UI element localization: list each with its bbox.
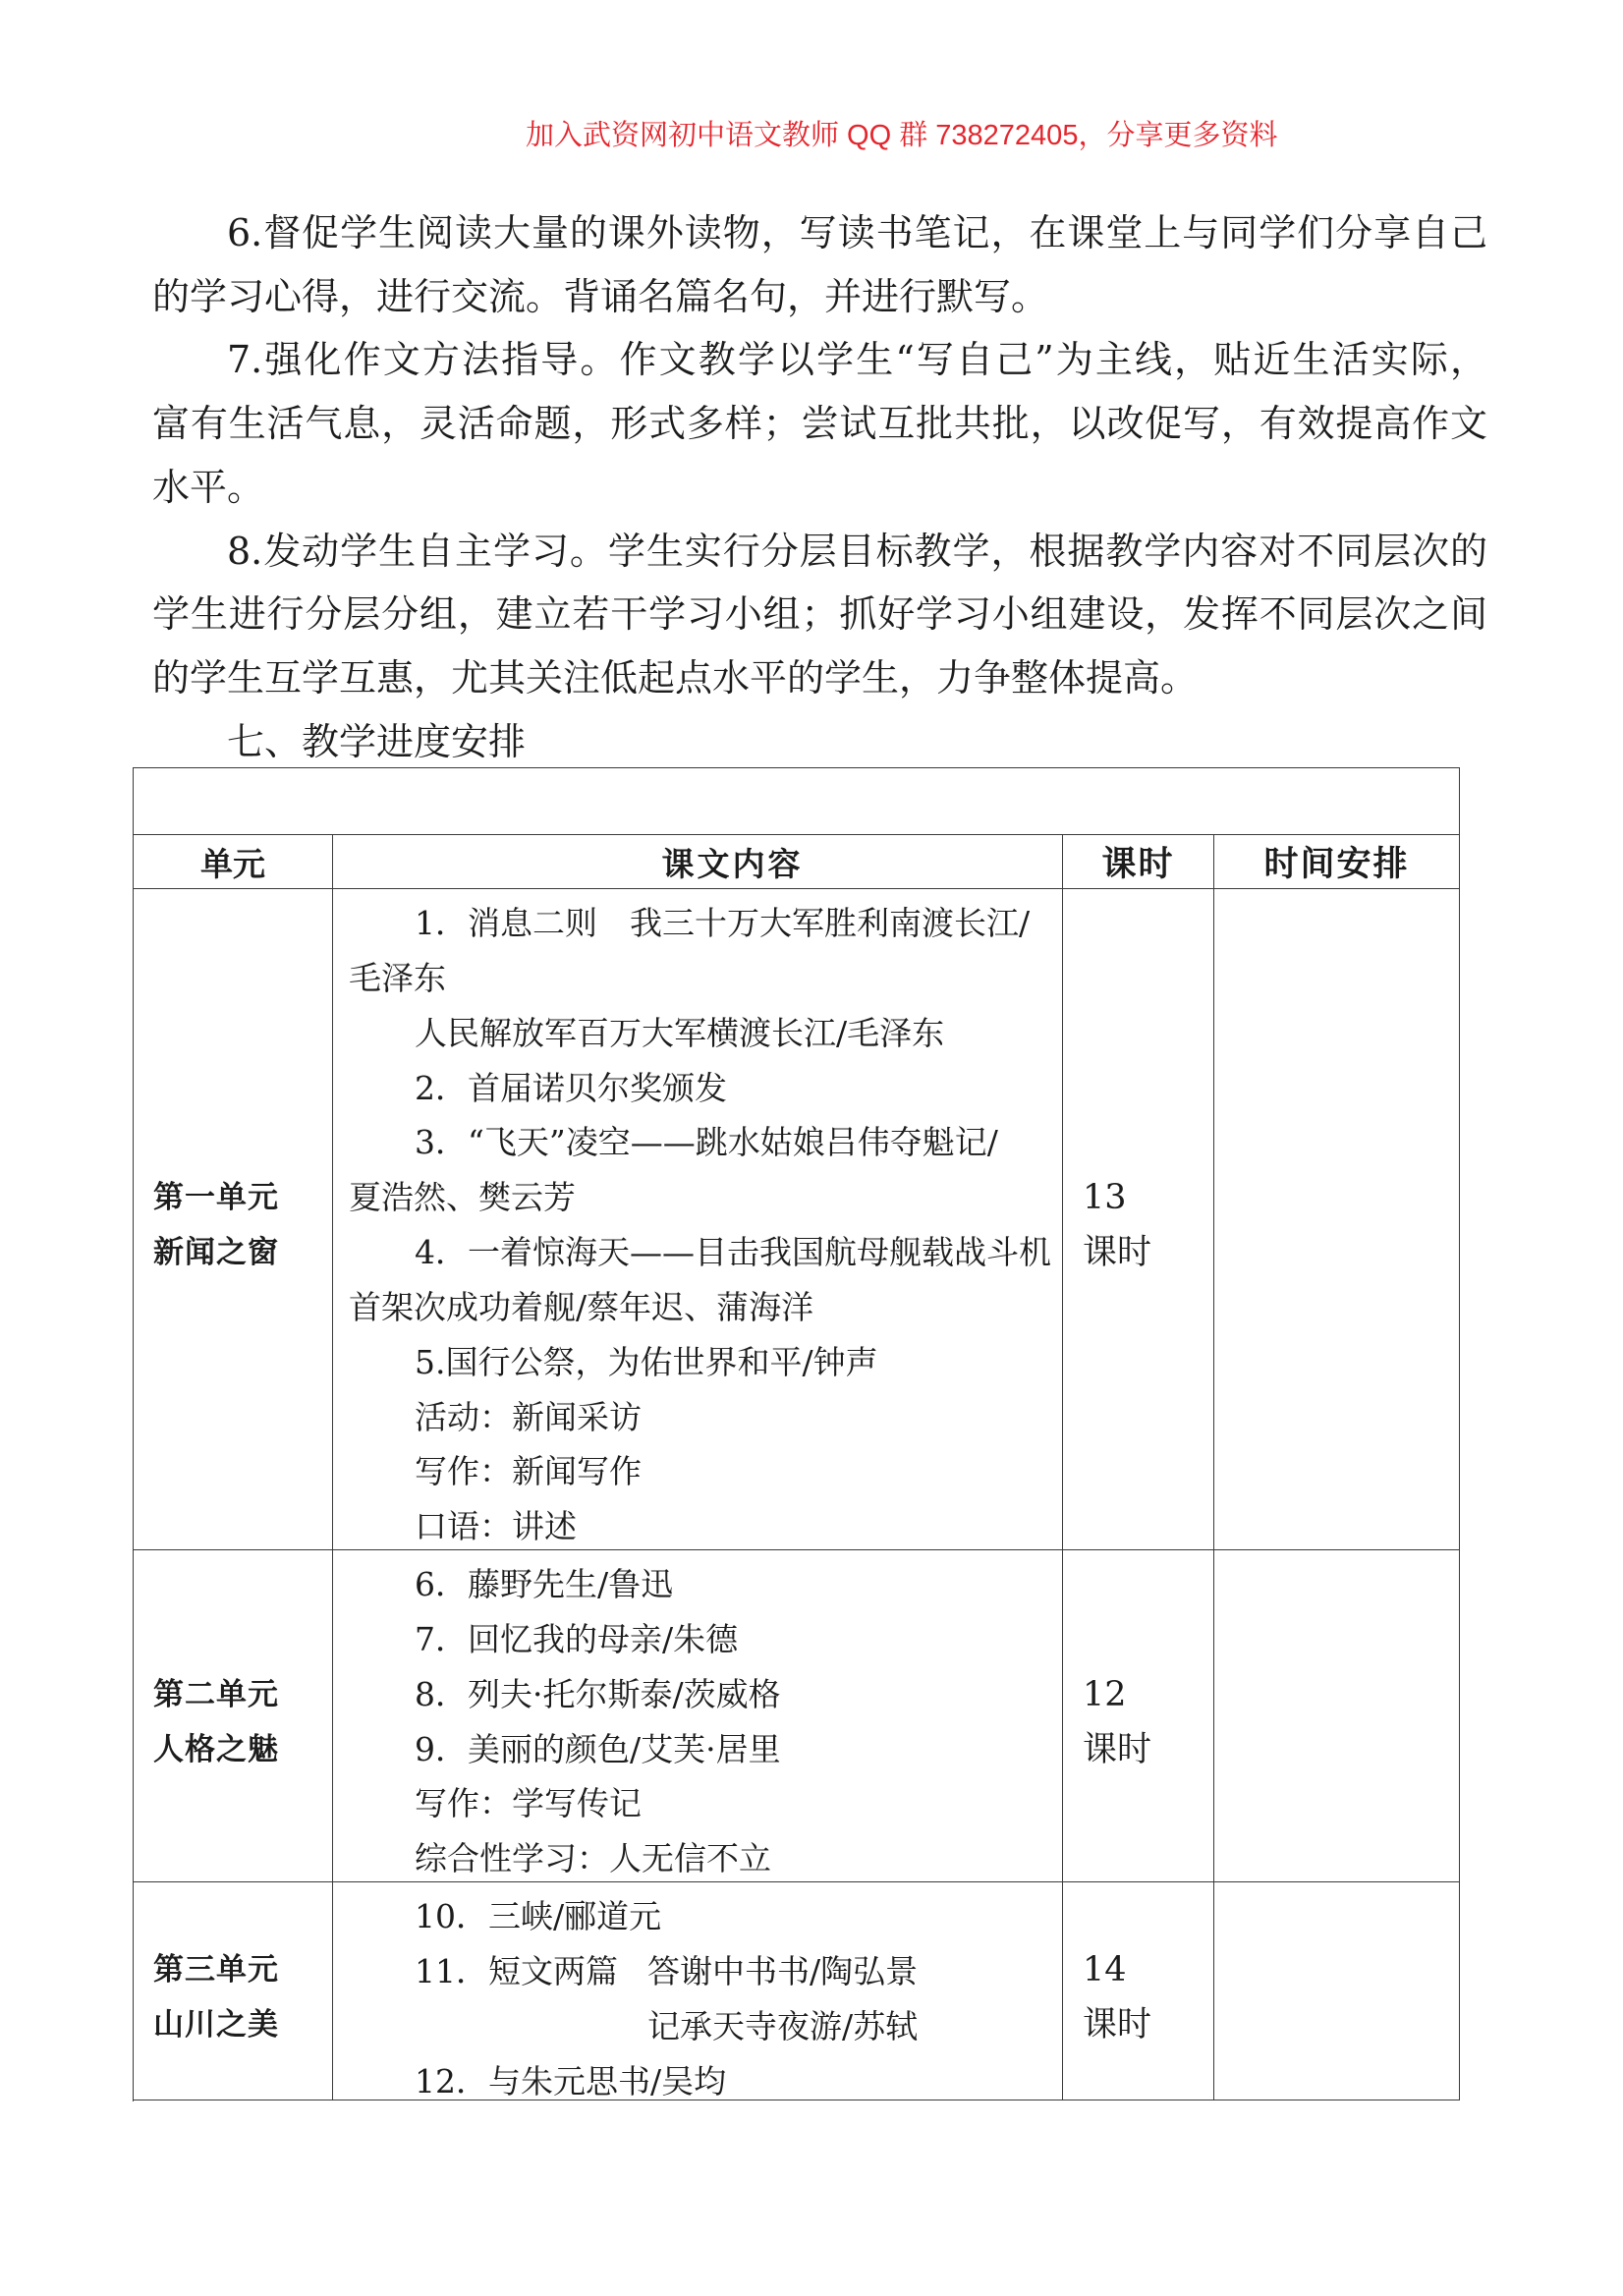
header-time-label: 时间安排 xyxy=(1263,844,1410,884)
lesson-line: 人民解放军百万大军横渡长江/毛泽东 xyxy=(415,1013,945,1052)
unit-label: 第一单元 xyxy=(153,1180,279,1215)
lesson-item xyxy=(349,1006,1062,1061)
watermark-note: 加入武资网初中语文教师 QQ 群 738272405，分享更多资料 xyxy=(526,120,1278,151)
header-hours-label: 课时 xyxy=(1101,844,1175,884)
paragraph-line: 的学习心得，进行交流。背诵名篇名句，并进行默写。 xyxy=(152,274,1049,318)
paragraph-line: 6.督促学生阅读大量的课外读物，写读书笔记，在课堂上与同学们分享自己 xyxy=(227,211,1487,254)
paragraph xyxy=(152,328,1487,519)
class-hours: 13 xyxy=(1083,1178,1127,1217)
lesson-content-cell xyxy=(333,1550,1063,1882)
lesson-line: 10．三峡/郦道元 xyxy=(415,1897,662,1935)
lesson-item xyxy=(349,1776,1062,1831)
lesson-line: 写作：新闻写作 xyxy=(415,1452,642,1491)
paragraph xyxy=(152,520,1487,710)
class-hours: 12 xyxy=(1083,1674,1127,1714)
lesson-line: 毛泽东 xyxy=(349,958,446,997)
header-cell-unit xyxy=(134,835,333,889)
lesson-item xyxy=(349,1444,1062,1499)
header-cell-content xyxy=(333,835,1063,889)
lesson-line: 3．“飞天”凌空——跳水姑娘吕伟夺魁记/ xyxy=(415,1123,998,1162)
paragraph-line: 的学生互学互惠，尤其关注低起点水平的学生，力争整体提高。 xyxy=(152,655,1199,700)
lesson-line: 8．列夫·托尔斯泰/茨威格 xyxy=(415,1674,781,1713)
lesson-line: 6．藤野先生/鲁迅 xyxy=(415,1565,674,1603)
header-content-label: 课文内容 xyxy=(661,844,804,883)
unit-cell xyxy=(134,1882,333,2100)
lesson-content-cell xyxy=(333,1882,1063,2100)
header-cell-hours xyxy=(1063,835,1214,889)
paragraph xyxy=(152,201,1487,328)
time-cell xyxy=(1214,1882,1460,2100)
lesson-line: 首架次成功着舰/蔡年迟、蒲海洋 xyxy=(349,1287,814,1326)
paragraph-line: 7.强化作文方法指导。作文教学以学生“写自己”为主线，贴近生活实际， xyxy=(227,338,1487,382)
schedule-table xyxy=(133,767,1460,2101)
unit-label: 人格之魅 xyxy=(153,1731,279,1767)
class-hours: 课时 xyxy=(1083,1233,1152,1272)
lesson-line: 活动：新闻采访 xyxy=(415,1397,642,1436)
table-title-row xyxy=(134,768,1460,835)
unit-label: 新闻之窗 xyxy=(153,1235,279,1270)
lesson-item xyxy=(349,1667,1062,1722)
lesson-line: 记承天寺夜游/苏轼 xyxy=(647,2006,919,2045)
lesson-group-title: 11．短文两篇 xyxy=(415,1951,618,1990)
lesson-item xyxy=(349,1612,1062,1667)
lesson-line: 2．首届诺贝尔奖颁发 xyxy=(415,1068,727,1107)
lesson-line: 12．与朱元思书/吴均 xyxy=(415,2061,727,2100)
lesson-line: 7．回忆我的母亲/朱德 xyxy=(415,1619,739,1658)
lesson-item xyxy=(349,1225,1062,1335)
lesson-item xyxy=(349,1831,1062,1886)
lesson-line: 答谢中书书/陶弘景 xyxy=(647,1951,919,1990)
lesson-line: 4．一着惊海天——目击我国航母舰载战斗机 xyxy=(415,1233,1051,1272)
class-hours-cell xyxy=(1063,1882,1214,2100)
lesson-item xyxy=(349,1390,1062,1445)
lesson-item xyxy=(349,1557,1062,1612)
lesson-line: 综合性学习：人无信不立 xyxy=(415,1839,771,1878)
lesson-item xyxy=(349,1499,1062,1554)
lesson-line: 口语：讲述 xyxy=(415,1507,577,1546)
lesson-item xyxy=(349,1061,1062,1116)
class-hours-cell xyxy=(1063,889,1214,1550)
time-cell xyxy=(1214,889,1460,1550)
header-unit-label: 单元 xyxy=(200,844,265,883)
section-heading: 七、教学进度安排 xyxy=(227,719,527,763)
class-hours: 课时 xyxy=(1083,1729,1152,1769)
lesson-line: 5.国行公祭，为佑世界和平/钟声 xyxy=(415,1342,878,1381)
unit-cell xyxy=(134,889,333,1550)
lesson-item xyxy=(349,1115,1062,1225)
paragraph-line: 富有生活气息，灵活命题，形式多样；尝试互批共批，以改促写，有效提高作文 xyxy=(152,402,1487,446)
lesson-item xyxy=(349,1335,1062,1390)
lesson-line: 1．消息二则 我三十万大军胜利南渡长江/ xyxy=(415,904,1031,942)
header-cell-time xyxy=(1214,835,1460,889)
lesson-group-list xyxy=(647,1944,918,2054)
body-text xyxy=(152,201,1487,773)
unit-label: 第二单元 xyxy=(153,1676,279,1712)
lesson-line: 写作：学写传记 xyxy=(415,1784,642,1823)
unit-cell xyxy=(134,1550,333,1882)
class-hours-cell xyxy=(1063,1550,1214,1882)
class-hours: 14 xyxy=(1083,1949,1127,1989)
paragraph-line: 水平。 xyxy=(152,465,265,509)
paragraph-list xyxy=(152,201,1487,710)
lesson-line: 9．美丽的颜色/艾芙·居里 xyxy=(415,1729,781,1768)
paragraph-line: 8.发动学生自主学习。学生实行分层目标教学，根据教学内容对不同层次的 xyxy=(227,529,1487,573)
lesson-item xyxy=(349,1722,1062,1777)
unit-label: 山川之美 xyxy=(153,2006,279,2043)
lesson-item xyxy=(349,2054,1062,2109)
lesson-group xyxy=(349,1944,1062,2054)
lesson-item xyxy=(349,896,1062,1006)
lesson-item xyxy=(349,1889,1062,1944)
paragraph-line: 学生进行分层分组，建立若干学习小组；抓好学习小组建设，发挥不同层次之间 xyxy=(152,592,1487,637)
lesson-content-cell xyxy=(333,889,1063,1550)
lesson-line: 夏浩然、樊云芳 xyxy=(349,1178,576,1217)
class-hours: 课时 xyxy=(1083,2004,1152,2044)
unit-label: 第三单元 xyxy=(153,1951,279,1988)
time-cell xyxy=(1214,1550,1460,1882)
